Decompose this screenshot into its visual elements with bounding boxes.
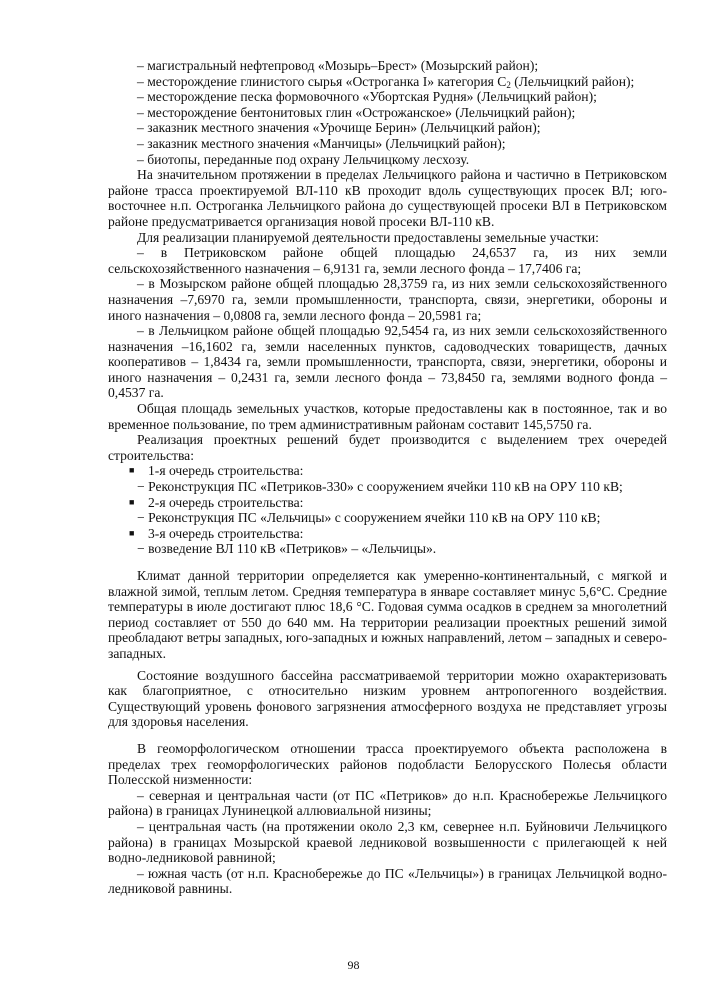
paragraph-climate: Климат данной территории определяется как умеренно-континентальный, с мягкой и влажной зимой, теплым летом. Средняя температура в январе составляет минус 5,6°С. Средние температуры в июле достигают плюс 18,6 °С. Годовая сумма осадков в среднем за многолетний период составляет от 550 до 640 мм. На территории реализации проектных решений зимой преобладают ветры западных, юго-западных и южных направлений, летом – западных и северо-западных.	[108, 568, 667, 661]
list-item: – заказник местного значения «Урочище Берин» (Лельчицкий район);	[137, 120, 541, 136]
stage-item: ■ 1-я очередь строительства:	[129, 463, 304, 479]
list-item: – биотопы, переданные под охрану Лельчицкому лесхозу.	[137, 151, 470, 167]
stage-detail: − Реконструкция ПС «Петриков-330» с сооружением ячейки 110 кВ на ОРУ 110 кВ;	[137, 479, 623, 495]
paragraph-total: Общая площадь земельных участков, которые предоставлены как в постоянное, так и во временное пользование, по трем административным районам составит 145,5750 га.	[108, 401, 667, 432]
list-item: – магистральный нефтепровод «Мозырь–Брест» (Мозырский район);	[137, 58, 539, 73]
paragraph-petrikov: – в Петриковском районе общей площадью 24,6537 га, из них земли сельскохозяйственного назначения – 6,9131 га, земли лесного фонда – 17,7406 га;	[108, 245, 667, 276]
list-item: – заказник местного значения «Манчицы» (Лельчицкий район);	[137, 135, 506, 151]
bullet-icon: ■	[129, 527, 135, 538]
paragraph-mozyr: – в Мозырском районе общей площадью 28,3759 га, из них земли сельскохозяйственного назначения –7,6970 га, земли промышленности, транспорта, связи, энергетики, обороны и иного назначения – 0,0808 га, земли лесного фонда – 20,5981 га;	[108, 276, 667, 323]
list-item: – месторождение глинистого сырья «Остроганка I» категория $С_2$ (Лельчицкий район);	[137, 73, 635, 90]
stage-detail: − возведение ВЛ 110 кВ «Петриков» – «Лельчицы».	[137, 541, 437, 557]
paragraph-air: Состояние воздушного бассейна рассматриваемой территории можно охарактеризовать как благоприятное, с относительно низким уровнем антропогенного воздействия. Существующий уровень фонового загрязнения атмосферного воздуха не представляет угрозы для здоровья населения.	[108, 667, 667, 730]
list-item: – месторождение бентонитовых глин «Острожанское» (Лельчицкий район);	[137, 104, 576, 120]
stages-list	[108, 463, 667, 557]
stage-detail: − Реконструкция ПС «Лельчицы» с сооружением ячейки 110 кВ на ОРУ 110 кВ;	[137, 510, 601, 526]
paragraph-land-intro: Для реализации планируемой деятельности предоставлены земельные участки:	[137, 229, 599, 245]
page-number: 98	[347, 958, 360, 972]
list-item: – месторождение песка формовочного «Убортская Рудня» (Лельчицкий район);	[137, 89, 597, 105]
paragraph-geo-north: – северная и центральная части (от ПС «Петриков» до н.п. Краснобережье Лельчицкого района) в границах Лунинецкой аллювиальной низины;	[108, 787, 667, 819]
stage-item: ■ 2-я очередь строительства:	[129, 494, 304, 510]
stage-item: ■ 3-я очередь строительства:	[129, 525, 304, 541]
paragraph-geomorphology: В геоморфологическом отношении трасса проектируемого объекта расположена в пределах трех геоморфологических районов подобласти Белорусского Полесья области Полесской низменности:	[108, 740, 667, 788]
paragraph-geo-central: – центральная часть (на протяжении около 2,3 км, севернее н.п. Буйновичи Лельчицкого района) в границах Мозырской краевой ледниковой возвышенности с прилегающей к ней водно-ледниковой равниной;	[108, 818, 667, 866]
paragraph-geo-south: – южная часть (от н.п. Краснобережье до ПС «Лельчицы») в границах Лельчицкой водно-ледниковой равнины.	[108, 865, 667, 897]
bullet-icon: ■	[129, 496, 135, 507]
paragraph-lelchitsy: – в Лельчицком районе общей площадью 92,5454 га, из них земли сельскохозяйственного назначения –16,1602 га, земли населенных пунктов, садоводческих товариществ, дачных кооперативов – 1,8434 га, земли промышленности, транспорта, связи, энергетики, обороны и иного назначения – 0,2431 га, земли лесного фонда – 73,8450 га, землями водного фонда – 0,4537 га.	[108, 323, 667, 401]
bullet-icon: ■	[129, 465, 135, 476]
paragraph-stages-intro: Реализация проектных решений будет производится с выделением трех очередей строительства:	[108, 432, 667, 463]
paragraph-trace: На значительном протяжении в пределах Лельчицкого района и частично в Петриковском районе трасса проектируемой ВЛ-110 кВ проходит вдоль существующих просек ВЛ; юго-восточнее н.п. Остроганка Лельчицкого района до существующей просеки ВЛ в Петриковском районе предусматривается организация новой просеки ВЛ-110 кВ.	[108, 167, 667, 229]
